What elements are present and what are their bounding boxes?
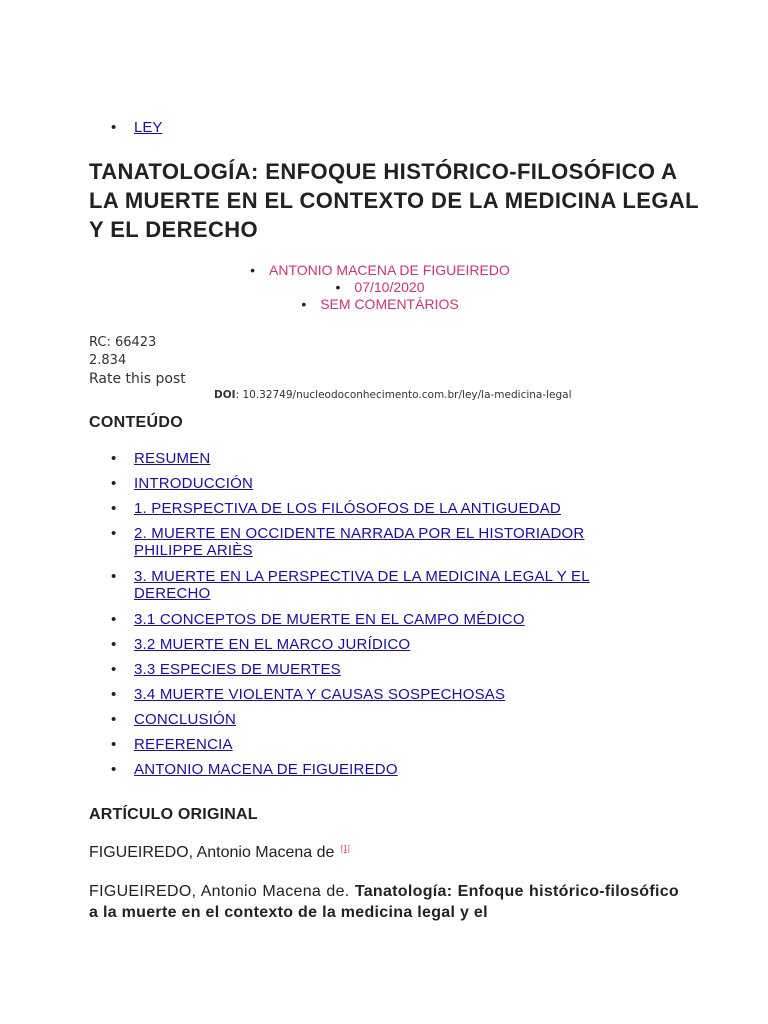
toc-link-conclusion[interactable]: CONCLUSIÓN (134, 711, 237, 728)
category-list (134, 118, 162, 138)
citation-prefix: FIGUEIREDO, Antonio Macena de. (89, 883, 350, 900)
toc-item (134, 686, 654, 703)
author-line (89, 844, 350, 862)
category-link-ley[interactable]: LEY (134, 119, 163, 136)
rate-this-post[interactable]: Rate this post (89, 371, 186, 387)
bullet-icon: • (301, 296, 307, 312)
doi-line (214, 389, 572, 401)
toc-item (134, 525, 654, 559)
doi-label: DOI (214, 389, 236, 401)
toc-link-section-3-4[interactable]: 3.4 MUERTE VIOLENTA Y CAUSAS SOSPECHOSAS (134, 686, 506, 703)
category-item (134, 118, 162, 138)
toc-item (134, 475, 654, 492)
bullet-icon: • (335, 279, 341, 295)
citation-title: Tanatología: Enfoque histórico-filosófico a la muerte en el contexto de la medicina legal y el (89, 883, 680, 921)
original-article-heading: ARTÍCULO ORIGINAL (89, 806, 258, 823)
meta-author (140, 262, 620, 279)
table-of-contents (134, 450, 654, 786)
view-count: 2.834 (89, 353, 127, 368)
toc-link-resumen[interactable]: RESUMEN (134, 450, 211, 467)
toc-link-introduccion[interactable]: INTRODUCCIÓN (134, 475, 254, 492)
contents-heading: CONTEÚDO (89, 414, 183, 431)
toc-link-section-3-1[interactable]: 3.1 CONCEPTOS DE MUERTE EN EL CAMPO MÉDICO (134, 611, 525, 628)
post-meta (140, 262, 620, 313)
article-info (89, 334, 186, 388)
toc-item (134, 736, 654, 753)
footnote-link[interactable]: [1] (340, 844, 350, 853)
citation-paragraph (89, 881, 679, 923)
toc-link-section-2[interactable]: 2. MUERTE EN OCCIDENTE NARRADA POR EL HISTORIADOR PHILIPPE ARIÈS (134, 525, 585, 559)
doi-value: : 10.32749/nucleodoconhecimento.com.br/ley/la-medicina-legal (235, 389, 572, 401)
toc-item (134, 761, 654, 778)
rc-code: RC: 66423 (89, 335, 157, 350)
bullet-icon: • (250, 262, 255, 278)
toc-link-section-1[interactable]: 1. PERSPECTIVA DE LOS FILÓSOFOS DE LA ANTIGUEDAD (134, 500, 561, 517)
toc-link-section-3-2[interactable]: 3.2 MUERTE EN EL MARCO JURÍDICO (134, 636, 411, 653)
toc-item (134, 611, 654, 628)
meta-author-link[interactable]: ANTONIO MACENA DE FIGUEIREDO (269, 262, 510, 278)
toc-link-author[interactable]: ANTONIO MACENA DE FIGUEIREDO (134, 761, 398, 778)
toc-item (134, 661, 654, 678)
meta-comments-link[interactable]: SEM COMENTÁRIOS (320, 296, 459, 312)
meta-date (140, 279, 620, 296)
toc-item (134, 500, 654, 517)
meta-comments (140, 296, 620, 313)
meta-date-text: 07/10/2020 (354, 279, 425, 295)
author-name: FIGUEIREDO, Antonio Macena de (89, 844, 335, 861)
toc-link-referencia[interactable]: REFERENCIA (134, 736, 233, 753)
toc-link-section-3[interactable]: 3. MUERTE EN LA PERSPECTIVA DE LA MEDICINA LEGAL Y EL DERECHO (134, 568, 590, 602)
toc-item (134, 450, 654, 467)
page-title: TANATOLOGÍA: ENFOQUE HISTÓRICO-FILOSÓFICO A LA MUERTE EN EL CONTEXTO DE LA MEDICINA LEGAL Y EL DERECHO (89, 159, 699, 242)
toc-item (134, 636, 654, 653)
toc-link-section-3-3[interactable]: 3.3 ESPECIES DE MUERTES (134, 661, 341, 678)
toc-item (134, 568, 654, 602)
toc-item (134, 711, 654, 728)
